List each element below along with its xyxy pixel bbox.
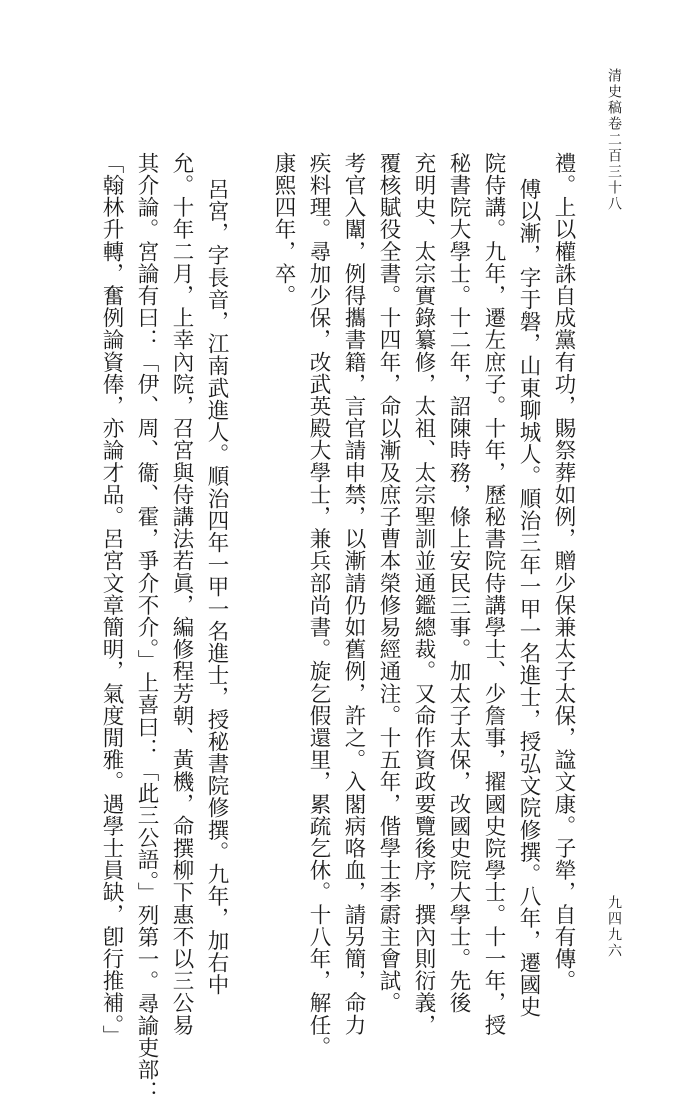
text-column-1: 禮。上以權誅自成黨有功，賜祭葬如例，贈少保兼太子太保，諡文康。子犖，自有傳。 bbox=[551, 152, 576, 992]
text-column-11: 允。十年二月，上幸內院，召宮與侍講法若眞，編修程芳朝、黃機，命撰柳下惠不以三公易 bbox=[169, 152, 194, 1036]
page-number-header: 九四九六 bbox=[606, 895, 622, 959]
text-column-9: 康熙四年，卒。 bbox=[271, 152, 296, 307]
text-column-13: 「翰林升轉，奮例論資俸，亦論才品。呂宮文章簡明，氣度閒雅。遇學士員缺，卽行推補。」 bbox=[99, 152, 124, 1048]
text-column-3: 院侍講。九年，遷左庶子。十年，歷秘書院侍講學士、少詹事，擢國史院學士。十一年，授 bbox=[481, 152, 506, 1036]
text-column-7: 考官入闈，例得攜書籍，言官請申禁，以漸請仍如舊例，許之。入閣病咯血，請另簡，命力 bbox=[341, 152, 366, 1036]
text-column-2: 傅以漸，字于磐，山東聊城人。順治三年一甲一名進士，授弘文院修撰。八年，遷國史 bbox=[516, 178, 541, 1018]
text-column-10: 呂宮，字長音，江南武進人。順治四年一甲一名進士，授秘書院修撰。九年，加右中 bbox=[204, 178, 229, 996]
text-column-6: 覆核賦役全書。十四年，命以漸及庶子曹本榮修易經通注。十五年，偕學士李霨主會試。 bbox=[376, 152, 401, 1014]
book-title-header: 清史稿卷二百三十八 bbox=[606, 68, 622, 212]
text-column-8: 疾料理。尋加少保，改武英殿大學士，兼兵部尚書。旋乞假還里，累疏乞休。十八年，解任。 bbox=[306, 152, 331, 1059]
text-column-4: 秘書院大學士。十二年，詔陳時務，條上安民三事。加太子太保，改國史院大學士。先後 bbox=[446, 152, 471, 1014]
text-column-5: 充明史、太宗實錄纂修，太祖、太宗聖訓並通鑑總裁。又命作資政要覽後序，撰內則衍義， bbox=[411, 152, 436, 1036]
text-column-12: 其介論。宮論有曰：「伊、周、衞、霍，爭介不介。」上喜曰：「此三公語。」列第一。尋諭吏部： bbox=[134, 152, 159, 1103]
